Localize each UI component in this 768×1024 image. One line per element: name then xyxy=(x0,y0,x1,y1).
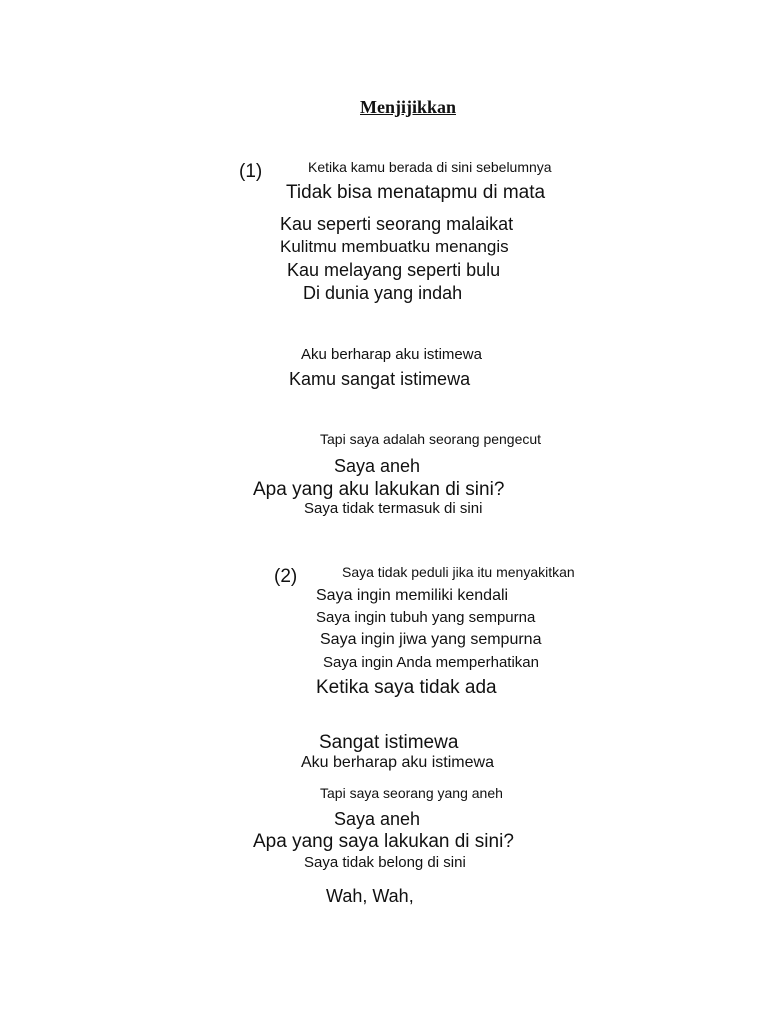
lyric-line: Saya aneh xyxy=(334,456,421,476)
lyric-line: Saya ingin Anda memperhatikan xyxy=(323,654,539,671)
lyric-line: Kamu sangat istimewa xyxy=(289,369,471,389)
lyric-line: Tidak bisa menatapmu di mata xyxy=(286,182,546,203)
lyric-line: Kau melayang seperti bulu xyxy=(287,260,501,280)
lyric-line: Saya aneh xyxy=(334,809,421,829)
lyric-line: Apa yang aku lakukan di sini? xyxy=(253,479,505,500)
lyric-line: Kulitmu membuatku menangis xyxy=(280,237,509,256)
lyric-line: Saya ingin memiliki kendali xyxy=(316,587,509,604)
lyric-line: Tapi saya adalah seorang pengecut xyxy=(320,431,542,447)
lyric-line: Di dunia yang indah xyxy=(303,283,463,303)
lyric-line: Tapi saya seorang yang aneh xyxy=(320,785,503,801)
lyric-line: Saya tidak peduli jika itu menyakitkan xyxy=(342,564,575,580)
lyric-line: Sangat istimewa xyxy=(319,732,459,753)
lyric-line: Saya ingin tubuh yang sempurna xyxy=(316,609,536,626)
lyric-line: Saya tidak termasuk di sini xyxy=(304,500,483,517)
lyric-line: Saya ingin jiwa yang sempurna xyxy=(320,631,542,648)
lyric-line: Apa yang saya lakukan di sini? xyxy=(253,831,514,852)
verse-marker-1: (1) xyxy=(239,161,263,182)
lyric-line: Kau seperti seorang malaikat xyxy=(280,214,514,234)
lyric-line: Ketika kamu berada di sini sebelumnya xyxy=(308,159,552,175)
verse-marker-2: (2) xyxy=(274,566,298,587)
lyric-line: Aku berharap aku istimewa xyxy=(301,346,482,363)
document-title: Menjijikkan xyxy=(360,97,457,117)
lyric-line: Wah, Wah, xyxy=(326,886,414,906)
lyric-line: Aku berharap aku istimewa xyxy=(301,754,494,771)
lyric-line: Ketika saya tidak ada xyxy=(316,677,497,698)
lyric-line: Saya tidak belong di sini xyxy=(304,854,466,871)
